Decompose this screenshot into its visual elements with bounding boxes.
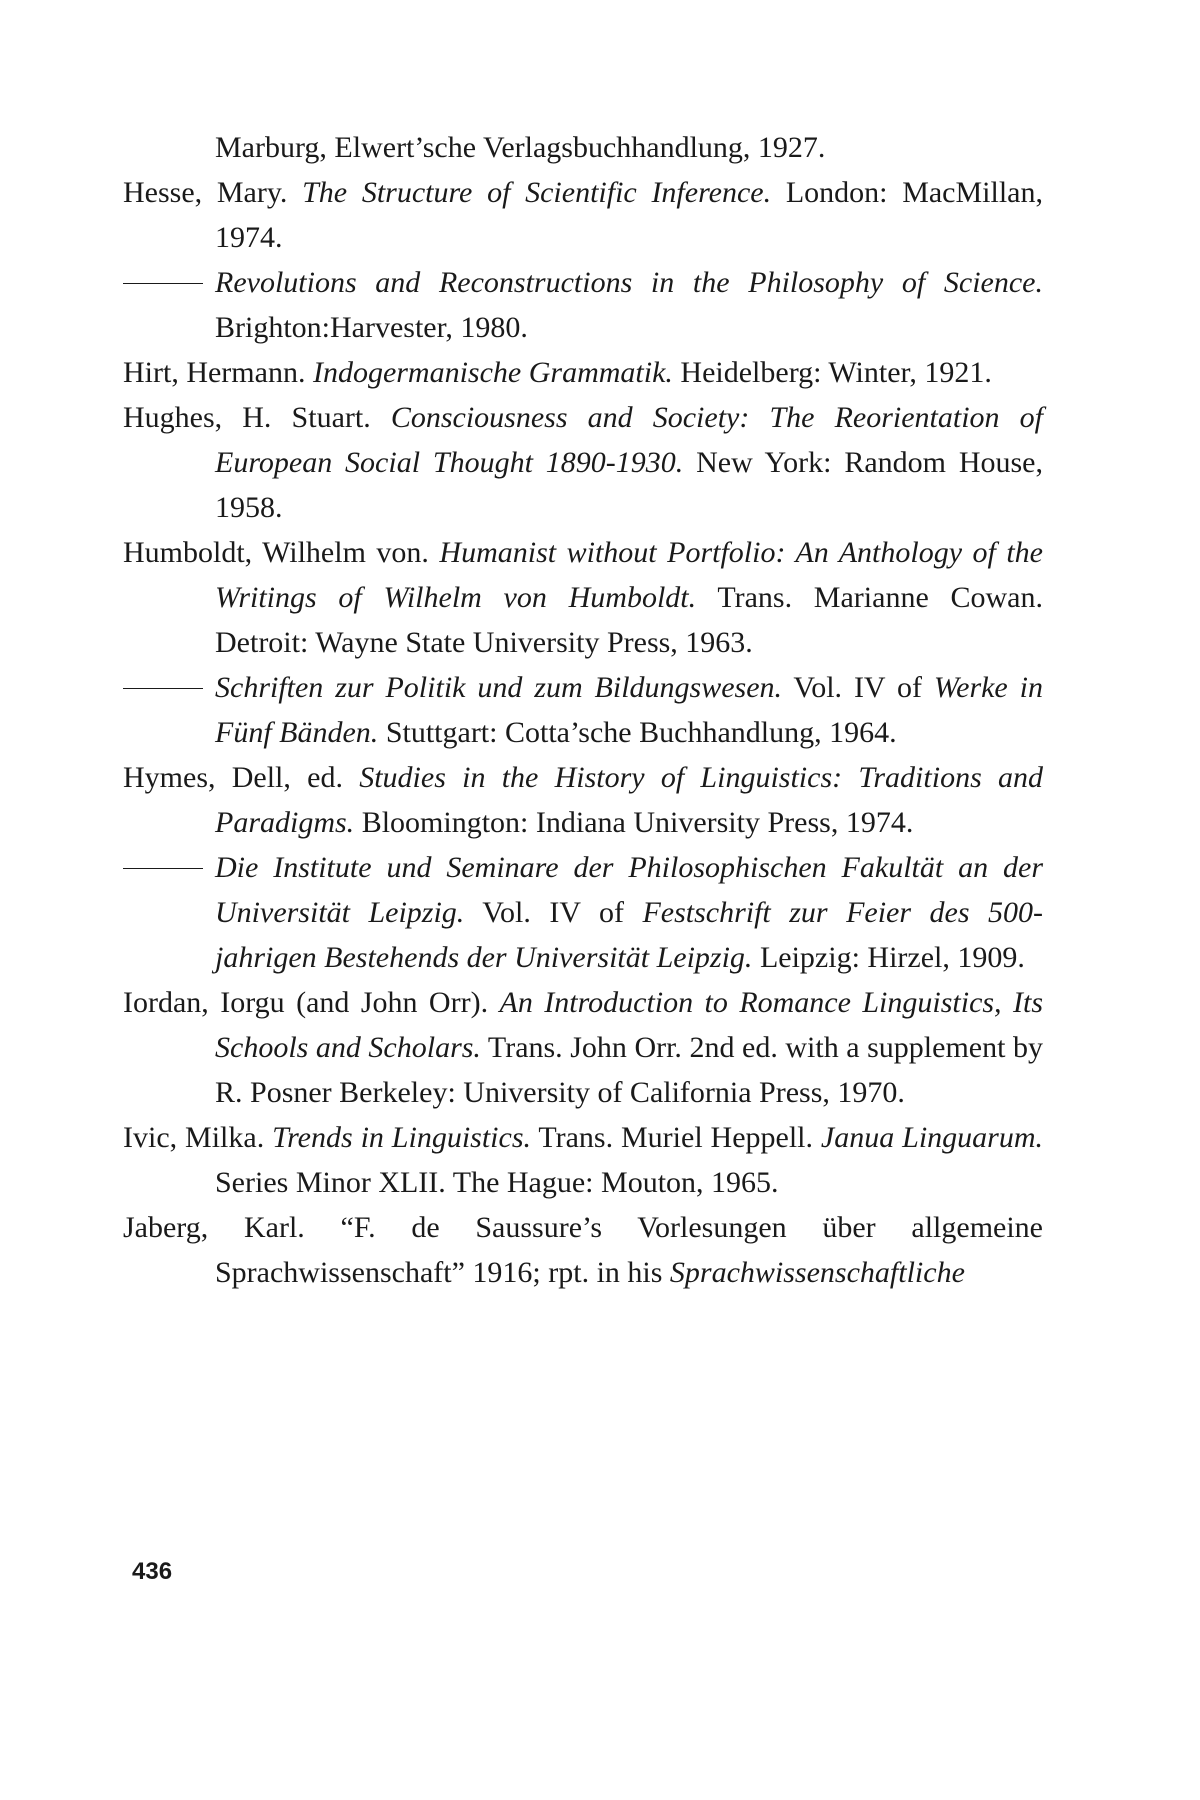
page-number: 436 — [132, 1558, 173, 1585]
repeat-author-dash — [123, 688, 203, 689]
bib-entry: Hirt, Hermann. Indogermanische Grammatik. Heidelberg: Winter, 1921. — [123, 356, 992, 389]
repeat-author-dash — [123, 868, 203, 869]
bib-entry: Hughes, H. Stuart. Consciousness and Society: The Reorientation of European Social Thought 1890-1930. New York: Random House, 1958. — [123, 401, 1043, 524]
bib-entry: Hesse, Mary. The Structure of Scientific Inference. London: MacMillan, 1974. — [123, 176, 1043, 254]
bib-entry: Humboldt, Wilhelm von. Humanist without Portfolio: An Anthology of the Writings of Wilhelm von Humboldt. Trans. Marianne Cowan. Detroit: Wayne State University Press, 1963. — [123, 536, 1043, 659]
bib-entry: Hymes, Dell, ed. Studies in the History of Linguistics: Traditions and Paradigms. Bloomington: Indiana University Press, 1974. — [123, 761, 1043, 839]
bibliography — [123, 125, 1043, 1295]
bib-entry-continuation: Marburg, Elwert’sche Verlagsbuchhandlung, 1927. — [215, 131, 826, 164]
bib-entry: Revolutions and Reconstructions in the Philosophy of Science. Brighton:Harvester, 1980. — [123, 260, 1043, 350]
bib-entry: Die Institute und Seminare der Philosophischen Fakultät an der Universität Leipzig. Vol. IV of Festschrift zur Feier des 500-jahrigen Bestehends der Universität Leipzig. Leipzig: Hirzel, 1909. — [123, 845, 1043, 980]
bib-entry: Schriften zur Politik und zum Bildungswesen. Vol. IV of Werke in Fünf Bänden. Stuttgart: Cotta’sche Buchhandlung, 1964. — [123, 665, 1043, 755]
repeat-author-dash — [123, 283, 203, 284]
bib-entry: Jaberg, Karl. “F. de Saussure’s Vorlesungen über allgemeine Sprachwissenschaft” 1916; rpt. in his Sprachwissenschaftliche — [123, 1211, 1043, 1289]
bib-entry: Ivic, Milka. Trends in Linguistics. Trans. Muriel Heppell. Janua Linguarum. Series Minor XLII. The Hague: Mouton, 1965. — [123, 1121, 1043, 1199]
bib-entry: Iordan, Iorgu (and John Orr). An Introduction to Romance Linguistics, Its Schools and Scholars. Trans. John Orr. 2nd ed. with a supplement by R. Posner Berkeley: University of California Press, 1970. — [123, 986, 1043, 1109]
